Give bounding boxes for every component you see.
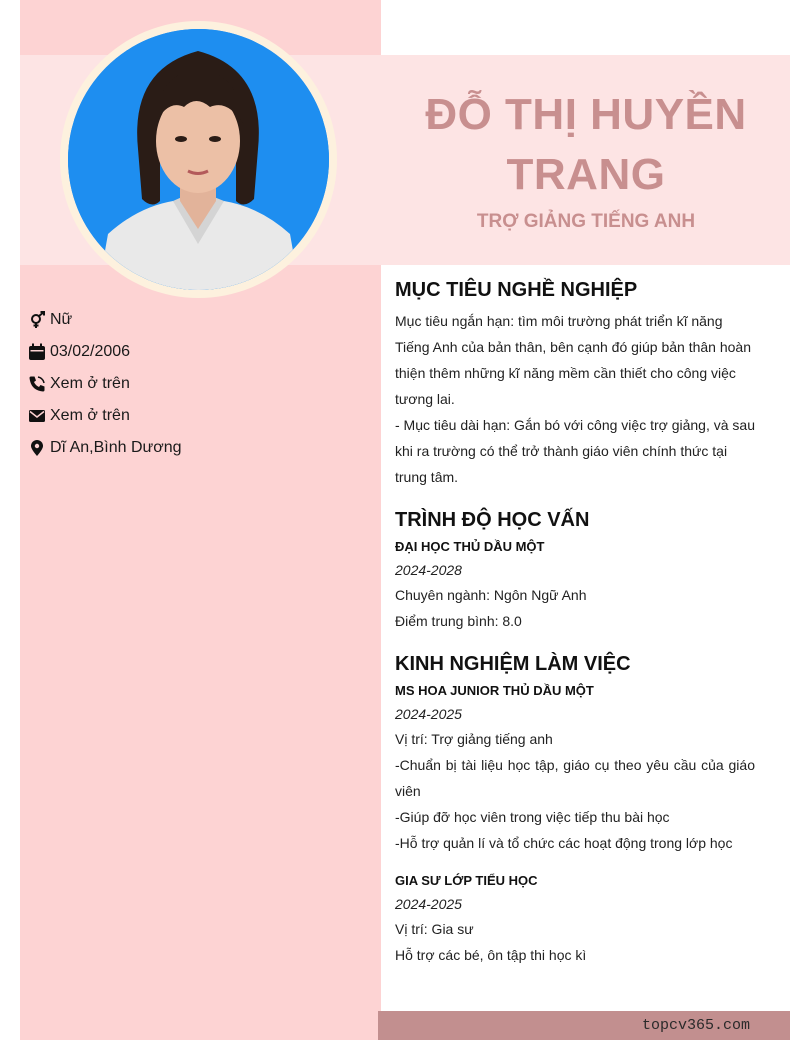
candidate-name: ĐỖ THỊ HUYỀN TRANG [425, 90, 747, 199]
experience-section [395, 650, 755, 968]
experience-period: 2024-2025 [395, 896, 462, 912]
main-content [395, 276, 755, 968]
experience-line: -Chuẩn bị tài liệu học tập, giáo cụ theo yêu cầu của giáo viên [395, 757, 755, 799]
experience-line: Vị trí: Trợ giảng tiếng anh [395, 731, 553, 747]
school-name: ĐẠI HỌC THỦ DẦU MỘT [395, 539, 545, 554]
education-period: 2024-2028 [395, 562, 462, 578]
experience-period: 2024-2025 [395, 706, 462, 722]
objective-short-term: Mục tiêu ngắn hạn: tìm môi trường phát triển kĩ năng Tiếng Anh của bản thân, bên cạnh đó giúp bản thân hoàn thiện thêm những kĩ năng mềm cần thiết cho công việc tương lai. [395, 313, 752, 407]
experience-entry [395, 680, 755, 856]
objective-long-term: - Mục tiêu dài hạn: Gắn bó với công việc trợ giảng, và sau khi ra trường có thể trở thành giáo viên chính thức tại trung tâm. [395, 417, 755, 485]
watermark: topcv365.com [641, 1017, 750, 1034]
contact-email [28, 400, 368, 432]
email-text: Xem ở trên [50, 407, 130, 424]
phone-icon [28, 375, 46, 393]
footer-bar [378, 1011, 790, 1040]
avatar [68, 29, 329, 290]
contact-birthday [28, 336, 368, 368]
job-title: TRỢ GIẢNG TIẾNG ANH [476, 211, 696, 232]
experience-line: Vị trí: Gia sư [395, 921, 474, 937]
phone-text: Xem ở trên [50, 375, 130, 392]
experience-line: -Giúp đỡ học viên trong việc tiếp thu bài học [395, 809, 670, 825]
experience-line: -Hỗ trợ quản lí và tổ chức các hoạt động trong lớp học [395, 835, 733, 851]
education-section [395, 506, 755, 634]
contact-address [28, 432, 368, 464]
objective-section [395, 276, 755, 490]
contact-phone [28, 368, 368, 400]
gender-icon [28, 311, 46, 329]
gender-text: Nữ [50, 311, 73, 328]
experience-line: Hỗ trợ các bé, ôn tập thi học kì [395, 947, 587, 963]
address-text: Dĩ An,Bình Dương [50, 439, 182, 456]
contact-list [28, 304, 368, 464]
mail-icon [28, 407, 46, 425]
experience-org: MS HOA JUNIOR THỦ DẦU MỘT [395, 683, 594, 698]
birthday-text: 03/02/2006 [50, 343, 131, 360]
contact-gender [28, 304, 368, 336]
objective-title: MỤC TIÊU NGHỀ NGHIỆP [395, 279, 638, 301]
education-major: Chuyên ngành: Ngôn Ngữ Anh [395, 587, 587, 603]
education-gpa: Điểm trung bình: 8.0 [395, 613, 522, 629]
experience-title: KINH NGHIỆM LÀM VIỆC [395, 653, 631, 675]
education-title: TRÌNH ĐỘ HỌC VẤN [395, 509, 590, 531]
location-pin-icon [28, 439, 46, 457]
experience-entry [395, 870, 755, 968]
experience-org: GIA SƯ LỚP TIỂU HỌC [395, 873, 538, 888]
calendar-icon [28, 343, 46, 361]
